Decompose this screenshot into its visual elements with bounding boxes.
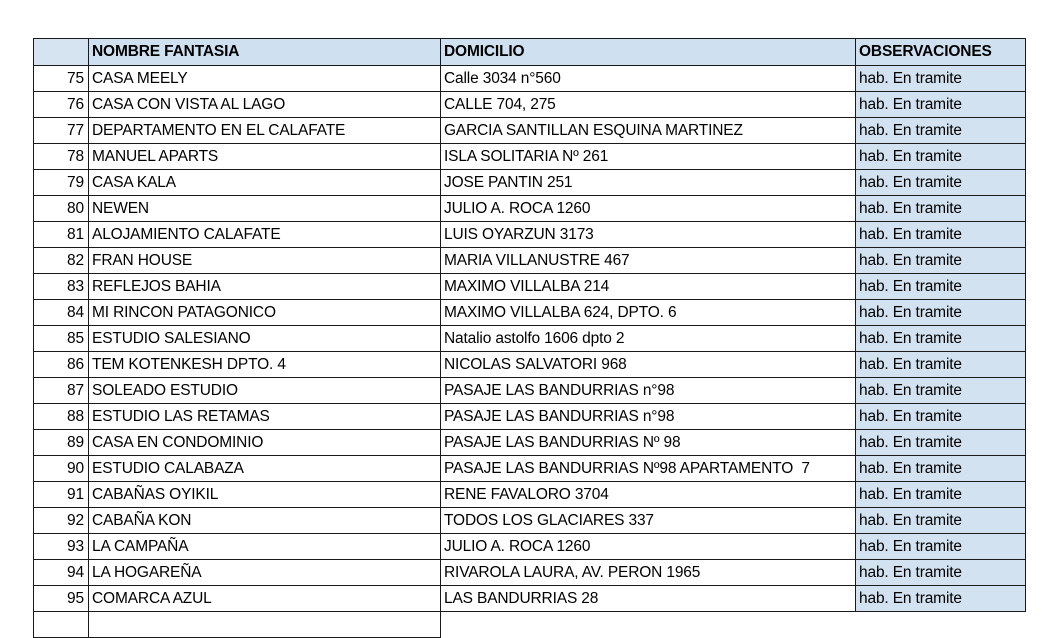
cell-domicilio: LAS BANDURRIAS 28 xyxy=(441,586,856,612)
trailing-cell-domicilio xyxy=(441,612,856,638)
cell-index: 75 xyxy=(34,66,89,92)
table-row xyxy=(34,326,1026,352)
table-row xyxy=(34,92,1026,118)
cell-nombre-fantasia: DEPARTAMENTO EN EL CALAFATE xyxy=(89,118,441,144)
cell-observaciones: hab. En tramite xyxy=(856,144,1026,170)
cell-observaciones: hab. En tramite xyxy=(856,326,1026,352)
table-row xyxy=(34,222,1026,248)
cell-observaciones: hab. En tramite xyxy=(856,508,1026,534)
table-row xyxy=(34,170,1026,196)
cell-domicilio: ISLA SOLITARIA Nº 261 xyxy=(441,144,856,170)
column-header-index xyxy=(34,39,89,66)
table-row xyxy=(34,456,1026,482)
cell-nombre-fantasia: TEM KOTENKESH DPTO. 4 xyxy=(89,352,441,378)
cell-index: 88 xyxy=(34,404,89,430)
cell-index: 87 xyxy=(34,378,89,404)
cell-domicilio: PASAJE LAS BANDURRIAS n°98 xyxy=(441,404,856,430)
cell-observaciones: hab. En tramite xyxy=(856,92,1026,118)
cell-observaciones: hab. En tramite xyxy=(856,222,1026,248)
table-trailing-row xyxy=(34,612,1026,638)
cell-observaciones: hab. En tramite xyxy=(856,404,1026,430)
cell-nombre-fantasia: FRAN HOUSE xyxy=(89,248,441,274)
cell-index: 78 xyxy=(34,144,89,170)
table-row xyxy=(34,248,1026,274)
cell-domicilio: JULIO A. ROCA 1260 xyxy=(441,196,856,222)
cell-domicilio: MAXIMO VILLALBA 214 xyxy=(441,274,856,300)
table-row xyxy=(34,196,1026,222)
table-body xyxy=(34,66,1026,612)
cell-domicilio: NICOLAS SALVATORI 968 xyxy=(441,352,856,378)
cell-observaciones: hab. En tramite xyxy=(856,378,1026,404)
table-header-row xyxy=(34,39,1026,66)
cell-observaciones: hab. En tramite xyxy=(856,300,1026,326)
cell-observaciones: hab. En tramite xyxy=(856,248,1026,274)
spreadsheet-table-container xyxy=(33,38,1025,638)
cell-index: 94 xyxy=(34,560,89,586)
cell-nombre-fantasia: CABAÑAS OYIKIL xyxy=(89,482,441,508)
table-row xyxy=(34,586,1026,612)
cell-domicilio: Calle 3034 n°560 xyxy=(441,66,856,92)
table-row xyxy=(34,534,1026,560)
cell-index: 90 xyxy=(34,456,89,482)
table-row xyxy=(34,144,1026,170)
cell-domicilio: PASAJE LAS BANDURRIAS Nº98 APARTAMENTO 7 xyxy=(441,456,856,482)
table-row xyxy=(34,352,1026,378)
cell-index: 91 xyxy=(34,482,89,508)
cell-domicilio: RIVAROLA LAURA, AV. PERON 1965 xyxy=(441,560,856,586)
cell-index: 76 xyxy=(34,92,89,118)
cell-index: 82 xyxy=(34,248,89,274)
trailing-cell-nombre xyxy=(89,612,441,638)
cell-domicilio: TODOS LOS GLACIARES 337 xyxy=(441,508,856,534)
cell-nombre-fantasia: SOLEADO ESTUDIO xyxy=(89,378,441,404)
table-row xyxy=(34,482,1026,508)
cell-nombre-fantasia: ESTUDIO CALABAZA xyxy=(89,456,441,482)
cell-nombre-fantasia: MI RINCON PATAGONICO xyxy=(89,300,441,326)
cell-nombre-fantasia: NEWEN xyxy=(89,196,441,222)
table-row xyxy=(34,378,1026,404)
cell-nombre-fantasia: CASA CON VISTA AL LAGO xyxy=(89,92,441,118)
cell-domicilio: GARCIA SANTILLAN ESQUINA MARTINEZ xyxy=(441,118,856,144)
cell-domicilio: RENE FAVALORO 3704 xyxy=(441,482,856,508)
table-row xyxy=(34,508,1026,534)
column-header-domicilio: DOMICILIO xyxy=(441,39,856,66)
cell-nombre-fantasia: COMARCA AZUL xyxy=(89,586,441,612)
cell-nombre-fantasia: LA CAMPAÑA xyxy=(89,534,441,560)
cell-nombre-fantasia: ESTUDIO LAS RETAMAS xyxy=(89,404,441,430)
cell-index: 93 xyxy=(34,534,89,560)
cell-domicilio: CALLE 704, 275 xyxy=(441,92,856,118)
cell-observaciones: hab. En tramite xyxy=(856,274,1026,300)
table-row xyxy=(34,404,1026,430)
cell-index: 85 xyxy=(34,326,89,352)
cell-observaciones: hab. En tramite xyxy=(856,430,1026,456)
cell-domicilio: LUIS OYARZUN 3173 xyxy=(441,222,856,248)
column-header-nombre-fantasia: NOMBRE FANTASIA xyxy=(89,39,441,66)
cell-domicilio: MARIA VILLANUSTRE 467 xyxy=(441,248,856,274)
cell-observaciones: hab. En tramite xyxy=(856,196,1026,222)
column-header-observaciones: OBSERVACIONES xyxy=(856,39,1026,66)
cell-domicilio: MAXIMO VILLALBA 624, DPTO. 6 xyxy=(441,300,856,326)
cell-observaciones: hab. En tramite xyxy=(856,352,1026,378)
cell-nombre-fantasia: REFLEJOS BAHIA xyxy=(89,274,441,300)
cell-observaciones: hab. En tramite xyxy=(856,534,1026,560)
cell-domicilio: PASAJE LAS BANDURRIAS n°98 xyxy=(441,378,856,404)
cell-index: 77 xyxy=(34,118,89,144)
lodging-registry-table xyxy=(33,38,1026,638)
table-row xyxy=(34,118,1026,144)
table-row xyxy=(34,274,1026,300)
cell-domicilio: JOSE PANTIN 251 xyxy=(441,170,856,196)
cell-observaciones: hab. En tramite xyxy=(856,586,1026,612)
cell-domicilio: JULIO A. ROCA 1260 xyxy=(441,534,856,560)
cell-nombre-fantasia: ALOJAMIENTO CALAFATE xyxy=(89,222,441,248)
cell-nombre-fantasia: CASA EN CONDOMINIO xyxy=(89,430,441,456)
trailing-cell-index xyxy=(34,612,89,638)
cell-index: 80 xyxy=(34,196,89,222)
cell-domicilio: PASAJE LAS BANDURRIAS Nº 98 xyxy=(441,430,856,456)
cell-index: 83 xyxy=(34,274,89,300)
cell-nombre-fantasia: CABAÑA KON xyxy=(89,508,441,534)
cell-index: 79 xyxy=(34,170,89,196)
cell-nombre-fantasia: CASA MEELY xyxy=(89,66,441,92)
cell-observaciones: hab. En tramite xyxy=(856,560,1026,586)
table-row xyxy=(34,300,1026,326)
cell-observaciones: hab. En tramite xyxy=(856,66,1026,92)
cell-index: 95 xyxy=(34,586,89,612)
cell-domicilio: Natalio astolfo 1606 dpto 2 xyxy=(441,326,856,352)
cell-nombre-fantasia: ESTUDIO SALESIANO xyxy=(89,326,441,352)
cell-observaciones: hab. En tramite xyxy=(856,482,1026,508)
cell-index: 86 xyxy=(34,352,89,378)
cell-nombre-fantasia: LA HOGAREÑA xyxy=(89,560,441,586)
table-row xyxy=(34,560,1026,586)
cell-observaciones: hab. En tramite xyxy=(856,170,1026,196)
cell-nombre-fantasia: MANUEL APARTS xyxy=(89,144,441,170)
table-row xyxy=(34,430,1026,456)
table-row xyxy=(34,66,1026,92)
cell-index: 84 xyxy=(34,300,89,326)
cell-observaciones: hab. En tramite xyxy=(856,456,1026,482)
cell-observaciones: hab. En tramite xyxy=(856,118,1026,144)
cell-index: 92 xyxy=(34,508,89,534)
cell-index: 89 xyxy=(34,430,89,456)
trailing-cell-observaciones xyxy=(856,612,1026,638)
cell-index: 81 xyxy=(34,222,89,248)
cell-nombre-fantasia: CASA KALA xyxy=(89,170,441,196)
